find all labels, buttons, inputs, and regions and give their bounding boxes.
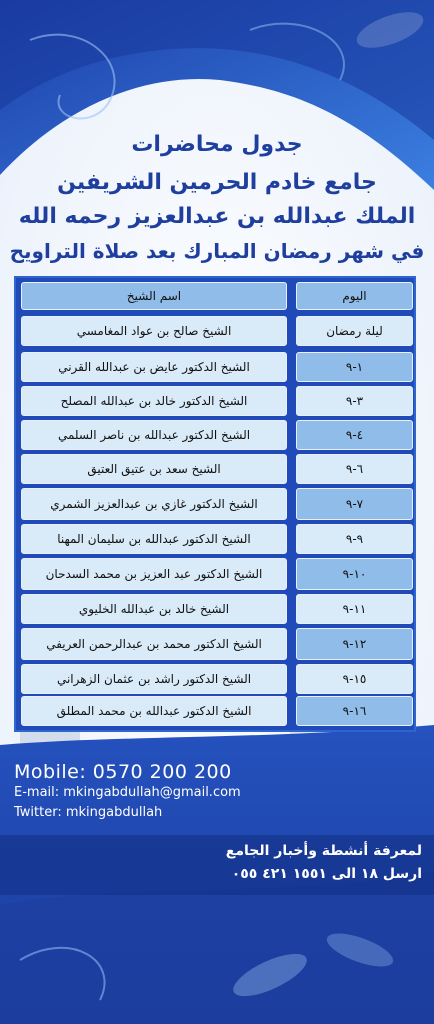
sms-info-line-2: ارسل ١٨ الى ١٥٥١ ٤٢١ ٠٥٥ xyxy=(231,866,422,882)
email-address: E-mail: mkingabdullah@gmail.com xyxy=(14,785,241,800)
row-name: الشيخ الدكتور عبد العزيز بن محمد السدحان xyxy=(21,558,287,590)
row-day: ٦-٩ xyxy=(296,454,413,484)
row-day: ١٦-٩ xyxy=(296,696,413,726)
sms-info-line-1: لمعرفة أنشطة وأخبار الجامع xyxy=(225,843,422,859)
row-day: ١١-٩ xyxy=(296,594,413,624)
row-name: الشيخ الدكتور عايض بن عبدالله القرني xyxy=(21,352,287,382)
mobile-number: Mobile: 0570 200 200 xyxy=(14,761,232,783)
title-line-1: جدول محاضرات xyxy=(131,132,303,157)
row-day: ٧-٩ xyxy=(296,488,413,520)
row-name: الشيخ الدكتور عبدالله بن ناصر السلمي xyxy=(21,420,287,450)
row-name: الشيخ سعد بن عتيق العتيق xyxy=(21,454,287,484)
title-line-3: الملك عبدالله بن عبدالعزيز رحمه الله xyxy=(18,204,416,229)
subheader-name: الشيخ صالح بن عواد المغامسي xyxy=(21,316,287,346)
row-name: الشيخ الدكتور عبدالله بن محمد المطلق xyxy=(21,696,287,726)
twitter-handle: Twitter: mkingabdullah xyxy=(14,805,163,820)
row-day: ٤-٩ xyxy=(296,420,413,450)
row-day: ١-٩ xyxy=(296,352,413,382)
column-header-day: اليوم xyxy=(296,282,413,310)
row-name: الشيخ الدكتور راشد بن عثمان الزهراني xyxy=(21,664,287,694)
title-line-2: جامع خادم الحرمين الشريفين xyxy=(57,170,377,195)
row-name: الشيخ الدكتور محمد بن عبدالرحمن العريفي xyxy=(21,628,287,660)
subheader-day: ليلة رمضان xyxy=(296,316,413,346)
row-name: الشيخ الدكتور عبدالله بن سليمان المهنا xyxy=(21,524,287,554)
row-day: ١٠-٩ xyxy=(296,558,413,590)
row-day: ١٥-٩ xyxy=(296,664,413,694)
title-line-4: في شهر رمضان المبارك بعد صلاة التراويح xyxy=(9,239,425,263)
row-name: الشيخ الدكتور خالد بن عبدالله المصلح xyxy=(21,386,287,416)
row-name: الشيخ الدكتور غازي بن عبدالعزيز الشمري xyxy=(21,488,287,520)
row-day: ١٢-٩ xyxy=(296,628,413,660)
schedule-table xyxy=(14,276,416,732)
row-day: ٣-٩ xyxy=(296,386,413,416)
row-name: الشيخ خالد بن عبدالله الخليوي xyxy=(21,594,287,624)
column-header-name: اسم الشيخ xyxy=(21,282,287,310)
row-day: ٩-٩ xyxy=(296,524,413,554)
